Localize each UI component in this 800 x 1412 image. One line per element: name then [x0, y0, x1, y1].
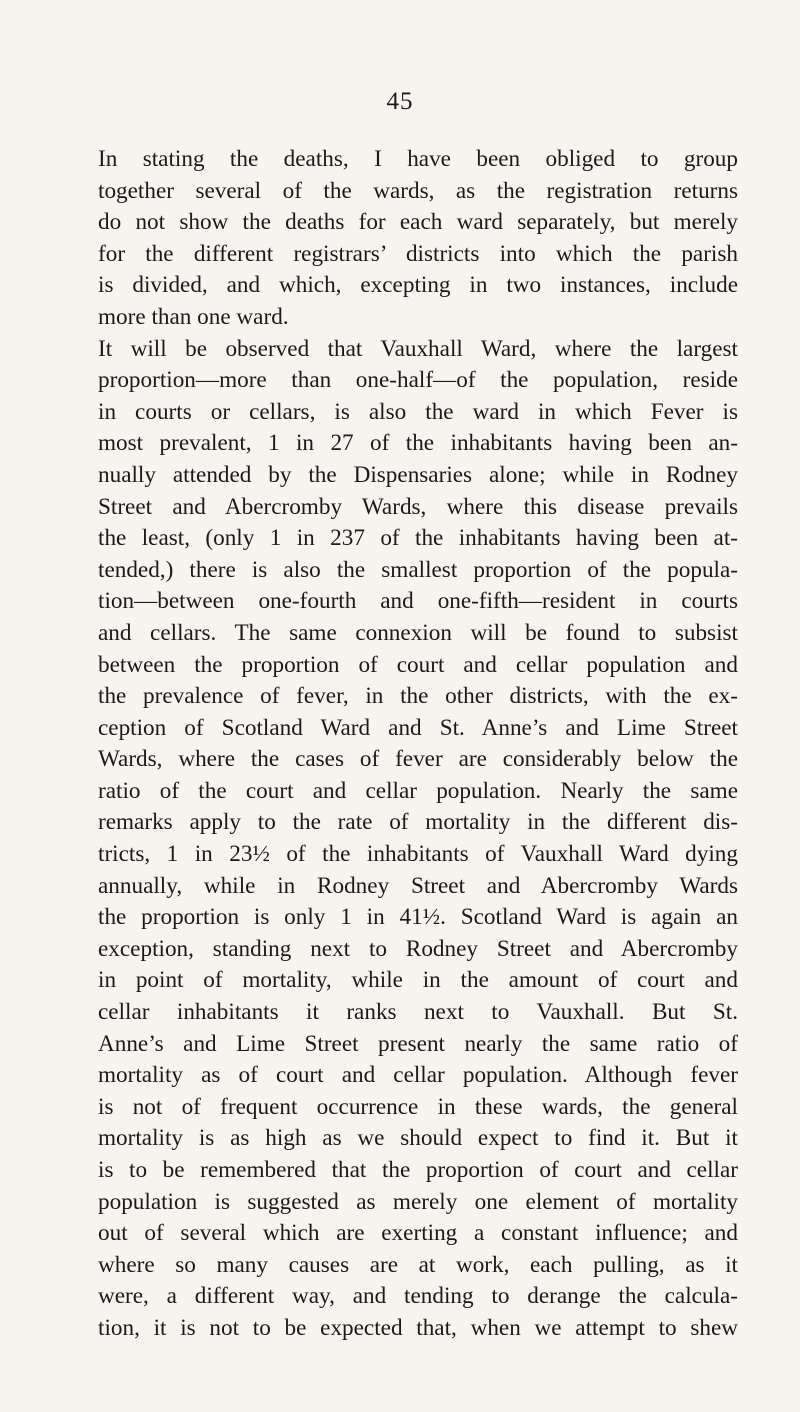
text-line: It will be observed that Vauxhall Ward, where the largest — [98, 335, 738, 362]
text-line: In stating the deaths, I have been obliged to group — [98, 146, 738, 172]
text-line: more than one ward. — [98, 303, 289, 330]
text-line: were, a different way, and tending to derange the calcula- — [98, 1283, 738, 1310]
text-line: in courts or cellars, is also the ward in which Fever is — [98, 398, 738, 425]
text-line: most prevalent, 1 in 27 of the inhabitants having been an- — [98, 430, 738, 457]
text-line: mortality as of court and cellar population. Although fever — [98, 1062, 738, 1089]
text-line: Anne’s and Lime Street present nearly the same ratio of — [98, 1030, 738, 1057]
text-line: and cellars. The same connexion will be found to subsist — [98, 619, 738, 646]
text-line: tricts, 1 in 23½ of the inhabitants of Vauxhall Ward dying — [98, 841, 738, 868]
text-line: is to be remembered that the proportion of court and cellar — [98, 1157, 738, 1183]
text-line: exception, standing next to Rodney Street and Abercromby — [98, 935, 738, 962]
text-line: the prevalence of fever, in the other districts, with the ex- — [98, 683, 738, 710]
body-text — [98, 144, 738, 1345]
text-line: in point of mortality, while in the amount of court and — [98, 967, 738, 994]
text-line: ratio of the court and cellar population. Nearly the same — [98, 777, 738, 804]
page-number: 45 — [386, 88, 414, 115]
text-line: annually, while in Rodney Street and Abercromby Wards — [98, 872, 738, 899]
text-line: out of several which are exerting a constant influence; and — [98, 1220, 738, 1247]
text-line: Wards, where the cases of fever are considerably below the — [98, 746, 738, 773]
text-line: tion—between one-fourth and one-fifth—resident in courts — [98, 588, 738, 615]
text-line: nually attended by the Dispensaries alone; while in Rodney — [98, 461, 738, 488]
text-line: for the different registrars’ districts into which the parish — [98, 240, 738, 267]
text-line: do not show the deaths for each ward separately, but merely — [98, 209, 738, 236]
text-line: population is suggested as merely one element of mortality — [98, 1188, 738, 1215]
text-line: ception of Scotland Ward and St. Anne’s and Lime Street — [98, 714, 738, 741]
text-line: is divided, and which, excepting in two instances, include — [98, 272, 738, 299]
text-line: remarks apply to the rate of mortality in the different dis- — [98, 809, 738, 836]
text-line: is not of frequent occurrence in these wards, the general — [98, 1093, 738, 1120]
text-line: mortality is as high as we should expect to find it. But it — [98, 1125, 738, 1152]
text-line: tended,) there is also the smallest proportion of the popula- — [98, 556, 738, 583]
text-line: the least, (only 1 in 237 of the inhabitants having been at- — [98, 525, 738, 552]
text-line: between the proportion of court and cellar population and — [98, 651, 738, 678]
text-line: where so many causes are at work, each pulling, as it — [98, 1251, 738, 1278]
text-line: proportion—more than one-half—of the population, reside — [98, 367, 738, 394]
text-line: Street and Abercromby Wards, where this disease prevails — [98, 493, 738, 520]
text-line: tion, it is not to be expected that, when we attempt to shew — [98, 1314, 738, 1341]
text-line: together several of the wards, as the registration returns — [98, 177, 738, 204]
text-line: the proportion is only 1 in 41½. Scotland Ward is again an — [98, 904, 738, 931]
text-line: cellar inhabitants it ranks next to Vauxhall. But St. — [98, 999, 738, 1026]
